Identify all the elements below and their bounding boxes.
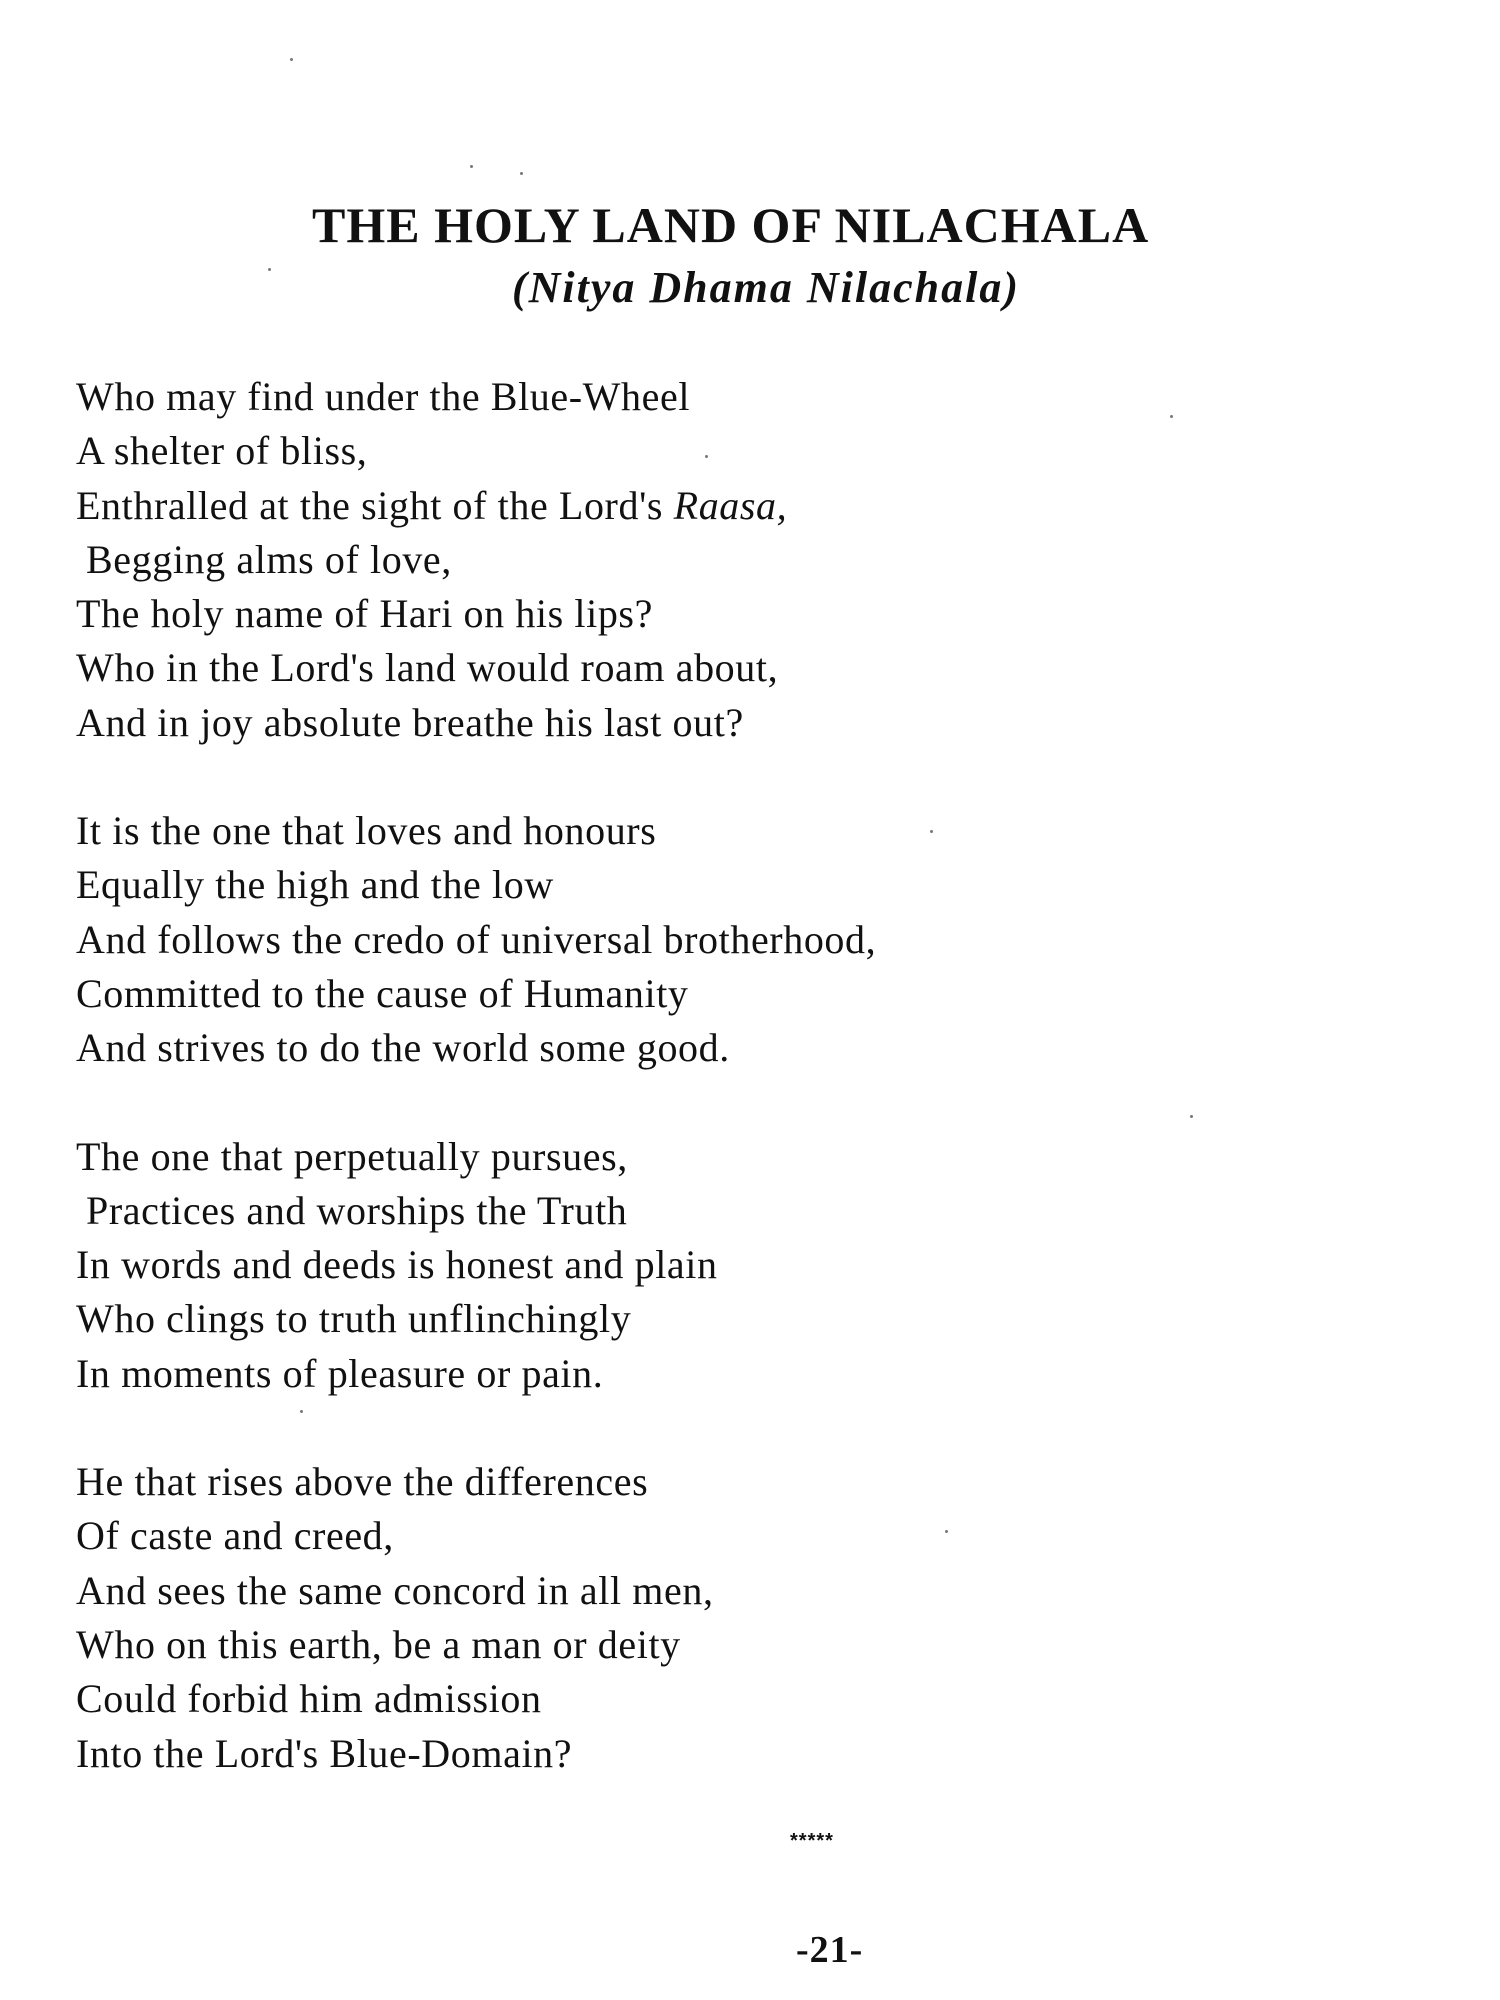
poem-line bbox=[76, 479, 1436, 533]
scan-speck bbox=[300, 1410, 303, 1413]
poem-line: It is the one that loves and honours bbox=[76, 808, 657, 854]
stanza-3 bbox=[76, 1130, 1436, 1401]
poem-line: Who may find under the Blue-Wheel bbox=[76, 374, 691, 419]
poem-line: Practices and worships the Truth bbox=[86, 1187, 628, 1233]
poem-line: Into the Lord's Blue-Domain? bbox=[76, 1730, 573, 1776]
scan-speck bbox=[1190, 1115, 1193, 1118]
poem-line: Could forbid him admission bbox=[76, 1676, 542, 1722]
stanza-4 bbox=[76, 1455, 1436, 1781]
poem-line: Who in the Lord's land would roam about, bbox=[76, 645, 779, 691]
poem-line: The one that perpetually pursues, bbox=[76, 1133, 628, 1179]
poem-line: He that rises above the differences bbox=[76, 1459, 649, 1505]
scan-speck bbox=[268, 268, 271, 271]
poem-line: Of caste and creed, bbox=[76, 1513, 394, 1559]
poem-line: And sees the same concord in all men, bbox=[76, 1567, 714, 1613]
stanza-1 bbox=[76, 370, 1436, 750]
scan-speck bbox=[470, 165, 473, 168]
poem-line: And strives to do the world some good. bbox=[76, 1025, 730, 1071]
poem-line: A shelter of bliss, bbox=[76, 428, 368, 474]
poem-line-italic-word: Raasa, bbox=[673, 482, 788, 528]
poem-line: The holy name of Hari on his lips? bbox=[76, 591, 653, 637]
scan-speck bbox=[930, 830, 933, 833]
scan-speck bbox=[705, 455, 708, 458]
scan-speck bbox=[520, 172, 523, 175]
scan-speck bbox=[945, 1530, 948, 1533]
poem-line-text: Enthralled at the sight of the Lord's bbox=[76, 482, 674, 528]
poem-body bbox=[76, 370, 1436, 1835]
scan-speck bbox=[290, 58, 293, 61]
poem-title: THE HOLY LAND OF NILACHALA bbox=[312, 197, 1150, 253]
scan-speck bbox=[1170, 415, 1173, 418]
section-separator: ***** bbox=[790, 1830, 834, 1852]
page-number: -21- bbox=[796, 1929, 864, 1971]
poem-line: Begging alms of love, bbox=[86, 536, 452, 582]
stanza-2 bbox=[76, 804, 1436, 1075]
poem-line: In words and deeds is honest and plain bbox=[76, 1242, 718, 1288]
poem-line: And follows the credo of universal brotherhood, bbox=[76, 916, 877, 962]
poem-line: Who on this earth, be a man or deity bbox=[76, 1621, 681, 1667]
poem-line: And in joy absolute breathe his last out? bbox=[76, 699, 744, 745]
poem-line: Equally the high and the low bbox=[76, 862, 554, 908]
poem-line: Committed to the cause of Humanity bbox=[76, 970, 689, 1016]
poem-line: Who clings to truth unflinchingly bbox=[76, 1296, 632, 1342]
poem-subtitle: (Nitya Dhama Nilachala) bbox=[512, 263, 1020, 312]
poem-line: In moments of pleasure or pain. bbox=[76, 1350, 604, 1396]
